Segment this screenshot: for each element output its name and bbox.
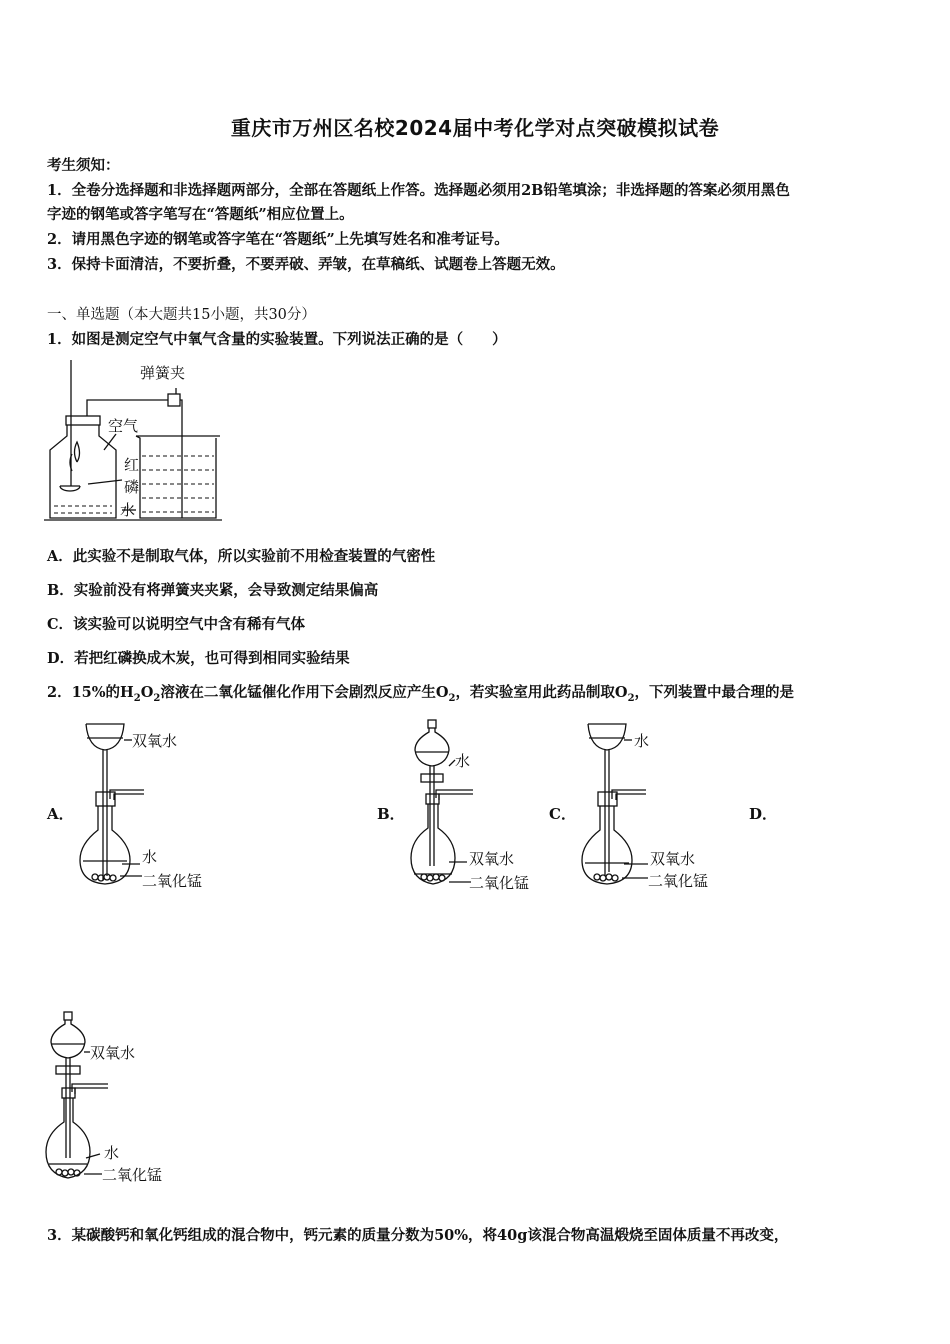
question-2-stem: 2．15%的$H_2O_2$溶液在二氧化锰催化作用下会剧烈反应产生$O_2$，若实验室用此药品制取$O_2$，下列装置中最合理的是 — [47, 684, 795, 704]
q2-label-d: D． — [749, 805, 778, 823]
notice-line-1: 1．全卷分选择题和非选择题两部分，全部在答题纸上作答。选择题必须用2B铅笔填涂；非选择题的答案必须用黑色 — [47, 182, 790, 199]
label-hydrogen-peroxide: 双氧水 — [650, 850, 696, 868]
label-manganese-dioxide: 二氧化锰 — [648, 872, 709, 890]
label-phosphorus: 磷 — [124, 478, 140, 496]
notice-line-2: 2．请用黑色字迹的钢笔或答字笔在“答题纸”上先填写姓名和准考证号。 — [47, 231, 509, 248]
q1-option-b: B．实验前没有将弹簧夹夹紧，会导致测定结果偏高 — [47, 582, 379, 599]
q2-label-b: B． — [377, 805, 405, 823]
section-heading: 一、单选题（本大题共15小题，共30分） — [47, 307, 316, 323]
q1-apparatus-figure — [44, 358, 228, 524]
label-manganese-dioxide: 二氧化锰 — [469, 874, 530, 892]
q2-figure-b — [405, 716, 550, 896]
question-1-stem: 1．如图是测定空气中氧气含量的实验装置。下列说法正确的是（ ） — [47, 331, 507, 348]
question-3-stem: 3．某碳酸钙和氧化钙组成的混合物中，钙元素的质量分数为50%，将40g该混合物高温煅烧至固体质量不再改变， — [47, 1227, 789, 1244]
q1-option-c: C．该实验可以说明空气中含有稀有气体 — [47, 616, 306, 633]
label-hydrogen-peroxide: 双氧水 — [469, 850, 515, 868]
page-title: 重庆市万州区名校2024届中考化学对点突破模拟试卷 — [230, 116, 720, 140]
label-hydrogen-peroxide: 双氧水 — [132, 732, 178, 750]
q2-label-a: A． — [47, 805, 74, 823]
q2-figure-c — [578, 718, 723, 896]
q2-figure-a — [76, 718, 221, 896]
q2-label-c: C． — [549, 805, 576, 823]
label-water: 水 — [104, 1144, 120, 1162]
notice-line-3: 3．保持卡面清洁，不要折叠，不要弄破、弄皱，在草稿纸、试题卷上答题无效。 — [47, 256, 565, 273]
q1-option-a: A．此实验不是制取气体，所以实验前不用检查装置的气密性 — [47, 548, 436, 565]
label-water: 水 — [142, 848, 158, 866]
label-manganese-dioxide: 二氧化锰 — [102, 1166, 163, 1184]
label-water: 水 — [634, 732, 650, 750]
notice-heading: 考生须知： — [47, 157, 120, 174]
label-air: 空气 — [108, 417, 139, 435]
q2-figure-d — [40, 1008, 185, 1188]
q1-option-d: D．若把红磷换成木炭，也可得到相同实验结果 — [47, 650, 350, 667]
label-water: 水 — [120, 501, 136, 519]
label-manganese-dioxide: 二氧化锰 — [142, 872, 203, 890]
label-red: 红 — [124, 456, 140, 474]
label-hydrogen-peroxide: 双氧水 — [90, 1044, 136, 1062]
label-spring-clamp: 弹簧夹 — [140, 364, 186, 382]
notice-line-1-cont: 字迹的钢笔或答字笔写在“答题纸”相应位置上。 — [47, 206, 354, 223]
label-water: 水 — [455, 752, 471, 770]
